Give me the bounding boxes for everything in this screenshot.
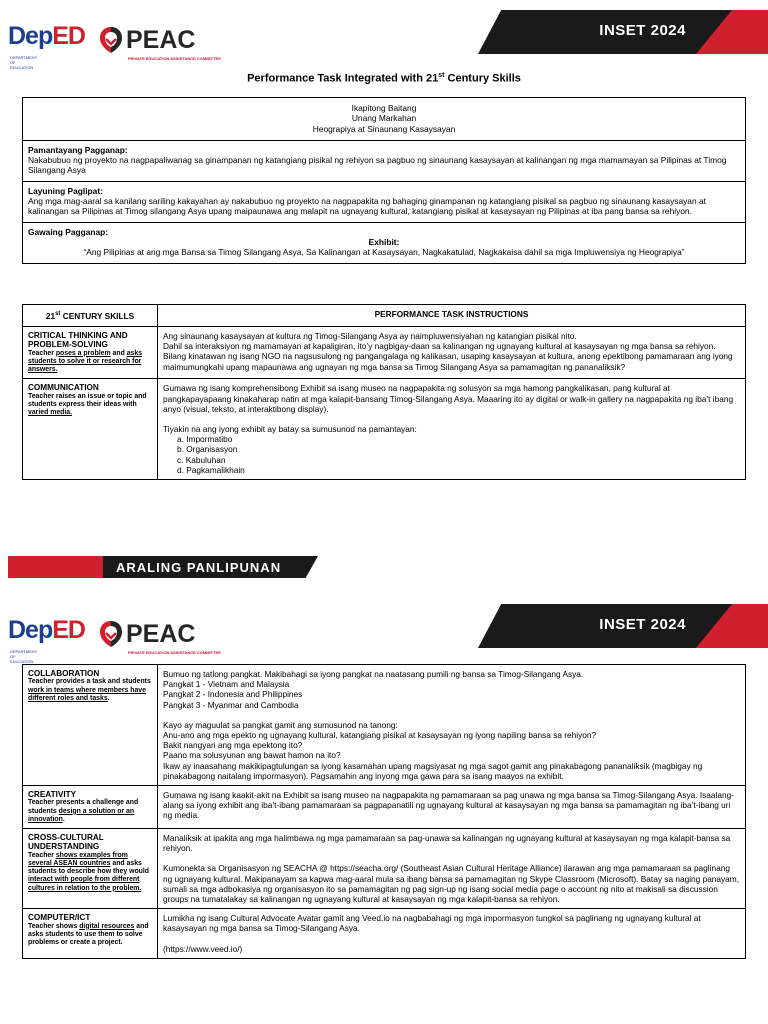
table-row: [23, 326, 746, 378]
table-header-row: [23, 305, 746, 327]
peac-emblem-icon: [98, 619, 124, 649]
deped-logo: DepED: [8, 22, 85, 50]
deped-logo: DepED: [8, 616, 85, 644]
grade-level: Ikapitong Baitang: [351, 103, 417, 113]
peac-logo: PEAC PRIVATE EDUCATION ASSISTANCE COMMITTEE: [98, 616, 228, 656]
instruction-cell: Gumawa ng isang kaakit-akit na Exhibit sa isang museo na nagpapakita ng pamamaraan sa pag unawa ng mga bansa sa Timog-Silangang Asya. Isaalang-alang sa iyong exhibit ang iba’t-ibang pamamaraan sa pagpapanatili ng ugnayang kultural at kasaysayan ng mga bansa sa pamamagitan ng iba’t-ibang uri ng media.: [158, 786, 746, 829]
info-box: [22, 97, 746, 264]
col-instructions: PERFORMANCE TASK INSTRUCTIONS: [158, 305, 746, 327]
info-header: [23, 98, 745, 141]
table-row: [23, 379, 746, 480]
table-row: [23, 829, 746, 909]
instruction-cell: Gumawa ng isang komprehensibong Exhibit sa isang museo na nagpapakita ng solusyon sa mga hamong pangkalikasan, pang kultural at pangkapayapaang kinakaharap natin at mga kalapit-bansang Timog-Silangang Asya. Maaaring ito ay digital or walk-in gallery na nagpapakita ng iba’t ibang anyo (visual, teksto, at interaktibong display). Tiyakin na ang iyong exhibit ay batay sa sumusunod na pamantayan: a. Impormatibo b. Organisasyon c. Kabuluhan d. Pagkamalikhain: [158, 379, 746, 480]
list-item: a. Impormatibo: [177, 434, 233, 445]
peac-logo: PEAC PRIVATE EDUCATION ASSISTANCE COMMITTEE: [98, 22, 228, 62]
peac-emblem-icon: [98, 25, 124, 55]
instruction-cell: Manaliksik at ipakita ang mga halimbawa ng mga pamamaraan sa pag-unawa sa kalinangan ng ugnayang kultural at kasaysayan ng mga kalapit-bansa sa rehiyon. Kumonekta sa Organisasyon ng SEACHA @ https://seacha.org/ (Southeast Asian Cultural Heritage Alliance) ilarawan ang mga pamamaraan sa paglinang ng ugnayang kultural. Makipanayam sa kapwa mag-aaral mula sa ibang bansa sa pamamagitan ng Skype Classroom (Microsoft). Batay sa naging panayam, sumali sa mga adbokasiya ng organisasyon ito sa pamamagitan ng pag sign-up ng isang social media page o account ng nito at makisali sa discussion groups na tumatalakay sa kalinangan ng ugnayang kultural at kasaysayan ng mga kalapit-bansa sa rehiyon.: [158, 829, 746, 909]
skills-table-2: [22, 664, 746, 959]
page-header: [0, 10, 768, 70]
event-label: INSET 2024: [599, 616, 686, 633]
peac-subtitle: PRIVATE EDUCATION ASSISTANCE COMMITTEE: [128, 56, 221, 61]
skill-cell: COMPUTER/ICT Teacher shows digital resources and asks students to use them to solve problems or create a project.: [23, 909, 158, 959]
deped-subtitle: DEPARTMENT OF EDUCATION: [10, 649, 38, 664]
peac-subtitle: PRIVATE EDUCATION ASSISTANCE COMMITTEE: [128, 650, 221, 655]
page-title: Performance Task Integrated with 21st Century Skills: [247, 72, 521, 85]
quarter: Unang Markahan: [351, 113, 417, 124]
transfer-goal: Layuning Paglipat: Ang mga mag-aaral sa kanilang sariling kakayahan ay nakabubuo ng proyekto na nagpapakita ng bahaging ginampanan ng katangiang pisikal sa pagbuo ng sinaunang kasaysayan at kalinangan sa Pilipinas at Timog silangang Asya upang maipaunawa ang malapit na ugnayang kultural, katangiang pisikal at kasaysayan ng Pilipinas at iba pang bansa sa rehiyon.: [23, 182, 745, 223]
performance-task: Gawaing Pagganap: Exhibit: “Ang Pilipinas at ang mga Bansa sa Timog Silangang Asya, Sa Kalinangan at Kasaysayan, Nagkakatulad, Nagkakaisa dahil sa mga Impluwensiya ng Heograpiya”: [28, 226, 685, 258]
skill-cell: COLLABORATION Teacher provides a task and students work in teams where members have different roles and tasks.: [23, 665, 158, 786]
list-item: d. Pagkamalikhain: [177, 464, 245, 475]
skill-cell: COMMUNICATION Teacher raises an issue or topic and students express their ideas with varied media.: [23, 379, 158, 480]
instruction-cell: Lumikha ng isang Cultural Advocate Avatar gamit ang Veed.io na nagbabahagi ng mga impormasyon tungkol sa paglinang ng ugnayang kultural at kasaysayan ng mga bansa sa Timog-Silangang Asya. (https://www.veed.io/): [158, 909, 746, 959]
event-label: INSET 2024: [599, 22, 686, 39]
table-row: [23, 909, 746, 959]
instruction-cell: Bumuo ng tatlong pangkat. Makibahagi sa iyong pangkat na naatasang pumili ng bansa sa Timog-Silangang Asya. Pangkat 1 - Vietnam and Malaysia Pangkat 2 - Indonesia and Philippines Pangkat 3 - Myanmar and Cambodia Kayo ay maguulat sa pangkat gamit ang sumusunod na tanong: Anu-ano ang mga epekto ng ugnayang kultural, katangiang pisikal at kasaysayan ng iyong napiling bansa sa rehiyon? Bakit nangyari ang mga epektong ito? Paano ma solusyunan ang bawat hamon na ito? Ikaw ay inaasahang makikipagtulungan sa iyong kasamahan upang magsiyasat ng mga sagot gamit ang pinakabagong pananaliksik (magbigay ng pinakabagong naitalang impormasyon). Pagsamahin ang inyong mga gawa para sa isang maayos na exhibit.: [158, 665, 746, 786]
table-row: [23, 786, 746, 829]
page-header-2: [0, 604, 768, 664]
skill-cell: CRITICAL THINKING AND PROBLEM-SOLVING Teacher poses a problem and asks students to solve it or research for answers.: [23, 326, 158, 378]
list-item: c. Kabuluhan: [177, 454, 226, 465]
table-row: [23, 665, 746, 786]
skills-table: [22, 304, 746, 480]
criteria-list: [177, 434, 740, 475]
skill-cell: CREATIVITY Teacher presents a challenge and students design a solution or an innovation.: [23, 786, 158, 829]
instruction-cell: Ang sinaunang kasaysayan at kultura ng Timog-Silangang Asya ay naimpluwensiyahan ng katangian pisikal nito. Dahil sa interaksiyon ng mamamayan at kapaligiran, ito’y nagbigay-daan sa kalinangan ng ugnayang kultural at kasaysayan ng mga bansa sa rehiyon. Bilang kinatawan ng isang NGO na nagsusulong ng pangangalaga ng kalikasan, usaping kasaysayan at kultura, anong epektibong pamamaraan ang iyong maimumungkahi upang mapaunawa ang ugnayan ng mga bansa sa Timog Silangang Asya sa pamamagitan ng pananaliksik?: [158, 326, 746, 378]
performance-standard: Pamantayang Pagganap: Nakabubuo ng proyekto na nagpapaliwanag sa ginampanan ng katangiang pisikal ng rehiyon sa pagbuo ng sinaunang kasaysayan at kalinangan ng mga mamamayan sa Pilipinas at Timog Silangang Asya: [23, 141, 745, 182]
subject: Heograpiya at Sinaunang Kasaysayan: [312, 123, 456, 134]
skill-cell: CROSS-CULTURAL UNDERSTANDING Teacher shows examples from several ASEAN countries and asks students to describe how they would interact with people from different cultures in relation to the problem.: [23, 829, 158, 909]
col-skills: 21st CENTURY SKILLS: [23, 305, 158, 327]
subject-banner: ARALING PANLIPUNAN: [8, 548, 318, 582]
deped-subtitle: DEPARTMENT OF EDUCATION: [10, 55, 38, 70]
list-item: b. Organisasyon: [177, 444, 238, 455]
